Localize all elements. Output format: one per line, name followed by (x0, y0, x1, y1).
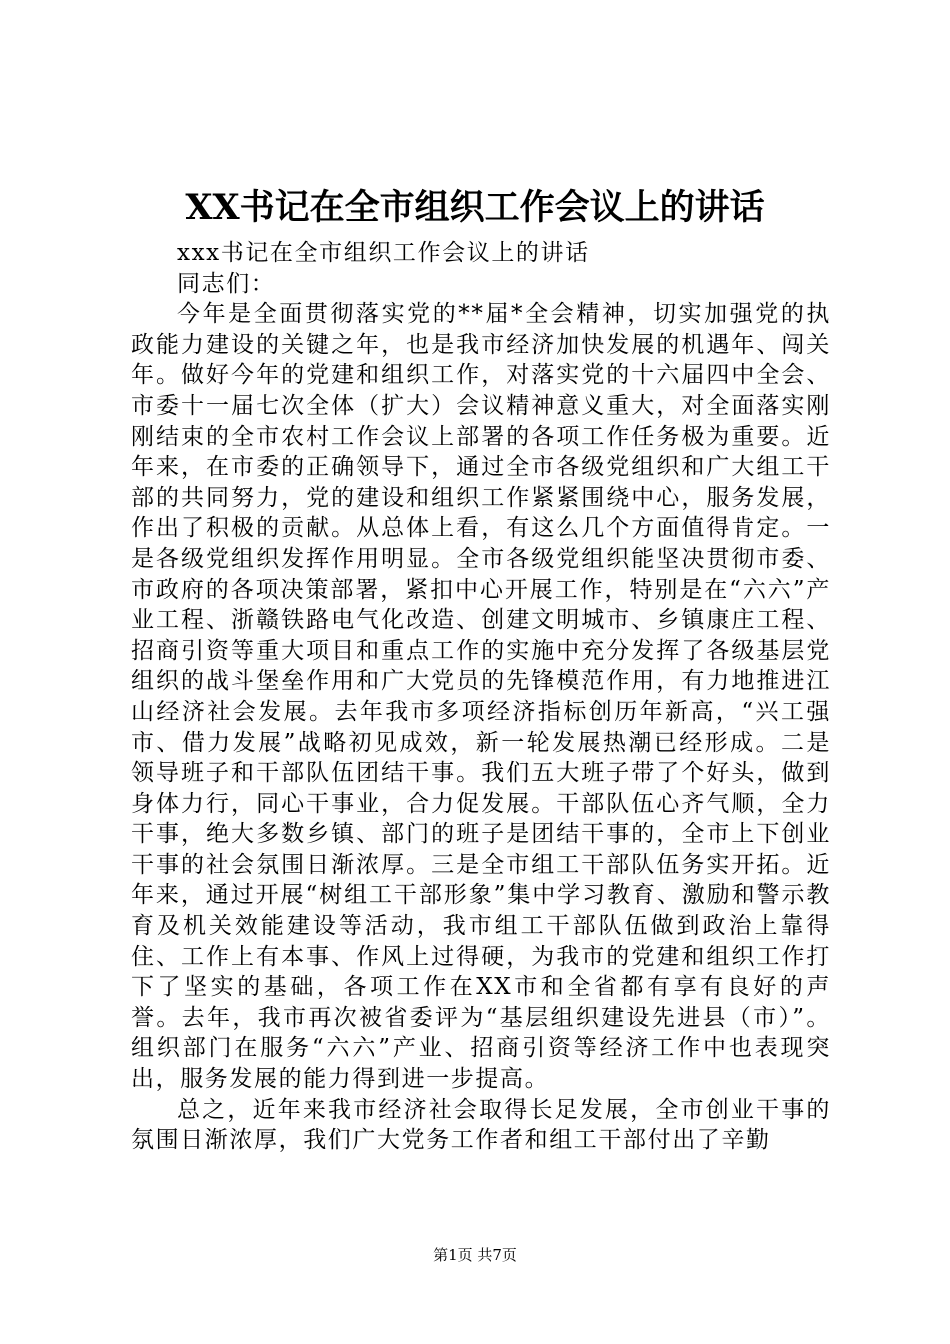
body-paragraph-2: 总之，近年来我市经济社会取得长足发展，全市创业干事的氛围日渐浓厚，我们广大党务工作者和组工干部付出了辛勤 (131, 1096, 831, 1154)
document-title: XX书记在全市组织工作会议上的讲话 (185, 187, 765, 228)
document-body (131, 238, 831, 1156)
page-footer: 第1页 共7页 (433, 1246, 517, 1264)
body-paragraph-1: 今年是全面贯彻落实党的**届*全会精神，切实加强党的执政能力建设的关键之年，也是我市经济加快发展的机遇年、闯关年。做好今年的党建和组织工作，对落实党的十六届四中全会、市委十一届七次全体（扩大）会议精神意义重大，对全面落实刚刚结束的全市农村工作会议上部署的各项工作任务极为重要。近年来，在市委的正确领导下，通过全市各级党组织和广大组工干部的共同努力，党的建设和组织工作紧紧围绕中心，服务发展，作出了积极的贡献。从总体上看，有这么几个方面值得肯定。一是各级党组织发挥作用明显。全市各级党组织能坚决贯彻市委、市政府的各项决策部署，紧扣中心开展工作，特别是在“六六”产业工程、浙赣铁路电气化改造、创建文明城市、乡镇康庄工程、招商引资等重大项目和重点工作的实施中充分发挥了各级基层党组织的战斗堡垒作用和广大党员的先锋模范作用，有力地推进江山经济社会发展。去年我市多项经济指标创历年新高，“兴工强市、借力发展”战略初见成效，新一轮发展热潮已经形成。二是领导班子和干部队伍团结干事。我们五大班子带了个好头，做到身体力行，同心干事业，合力促发展。干部队伍心齐气顺，全力干事，绝大多数乡镇、部门的班子是团结干事的，全市上下创业干事的社会氛围日渐浓厚。三是全市组工干部队伍务实开拓。近年来，通过开展“树组工干部形象”集中学习教育、激励和警示教育及机关效能建设等活动，我市组工干部队伍做到政治上靠得住、工作上有本事、作风上过得硬，为我市的党建和组织工作打下了坚实的基础，各项工作在XX市和全省都有享有良好的声誉。去年，我市再次被省委评为“基层组织建设先进县（市）”。组织部门在服务“六六”产业、招商引资等经济工作中也表现突出，服务发展的能力得到进一步提高。 (131, 301, 831, 1093)
salutation-line: 同志们： (177, 270, 276, 297)
subtitle-line: xxx书记在全市组织工作会议上的讲话 (177, 240, 590, 266)
